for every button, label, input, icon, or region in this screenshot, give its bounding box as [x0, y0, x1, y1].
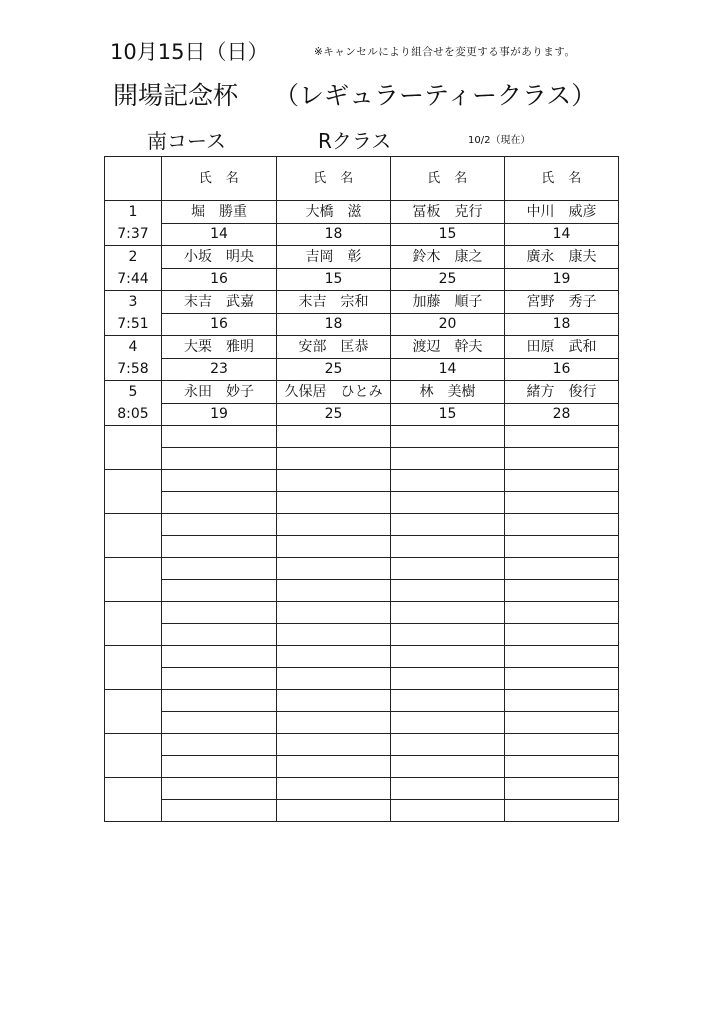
empty-group-row	[105, 712, 619, 734]
player-name: 田原 武和	[505, 336, 619, 359]
empty-cell	[505, 602, 619, 624]
player-name: 堀 勝重	[162, 201, 277, 224]
empty-group-row	[105, 470, 619, 492]
player-handicap: 16	[162, 313, 277, 336]
empty-cell	[391, 734, 505, 756]
empty-cell	[162, 580, 277, 602]
player-name: 加藤 順子	[391, 291, 505, 314]
empty-group-row	[105, 624, 619, 646]
empty-cell	[162, 602, 277, 624]
empty-group-row	[105, 800, 619, 822]
player-handicap: 18	[505, 313, 619, 336]
empty-cell	[277, 712, 391, 734]
header-blank-cell	[105, 157, 162, 201]
pairings-table	[104, 156, 619, 822]
empty-cell	[277, 690, 391, 712]
empty-cell	[162, 690, 277, 712]
name-column-header: 氏 名	[162, 157, 277, 201]
empty-cell	[505, 470, 619, 492]
empty-cell	[391, 558, 505, 580]
empty-cell	[277, 448, 391, 470]
empty-cell	[162, 712, 277, 734]
header-row	[105, 157, 619, 201]
empty-cell	[391, 602, 505, 624]
tee-time: 7:44	[117, 271, 149, 287]
empty-cell	[391, 690, 505, 712]
empty-cell	[277, 646, 391, 668]
player-handicap: 28	[505, 403, 619, 426]
empty-cell	[277, 514, 391, 536]
empty-cell	[505, 800, 619, 822]
group-handicap-row	[105, 313, 619, 336]
empty-cell	[277, 536, 391, 558]
empty-group-row	[105, 536, 619, 558]
empty-cell	[391, 536, 505, 558]
empty-cell	[505, 580, 619, 602]
empty-group-cell	[105, 558, 162, 602]
empty-cell	[391, 756, 505, 778]
empty-cell	[277, 426, 391, 448]
empty-group-row	[105, 778, 619, 800]
player-handicap: 19	[162, 403, 277, 426]
empty-cell	[391, 448, 505, 470]
event-title	[113, 76, 596, 112]
empty-cell	[162, 470, 277, 492]
player-name: 鈴木 康之	[391, 246, 505, 269]
empty-cell	[505, 690, 619, 712]
player-name: 末吉 武嘉	[162, 291, 277, 314]
player-handicap: 15	[391, 223, 505, 246]
empty-cell	[162, 448, 277, 470]
empty-cell	[391, 778, 505, 800]
empty-cell	[505, 646, 619, 668]
player-handicap: 15	[277, 268, 391, 291]
empty-group-row	[105, 602, 619, 624]
group-handicap-row	[105, 403, 619, 426]
empty-group-cell	[105, 470, 162, 514]
player-handicap: 18	[277, 313, 391, 336]
player-name: 緒方 俊行	[505, 381, 619, 404]
player-handicap: 19	[505, 268, 619, 291]
player-handicap: 14	[162, 223, 277, 246]
player-handicap: 25	[277, 403, 391, 426]
empty-cell	[391, 470, 505, 492]
player-name: 安部 匡恭	[277, 336, 391, 359]
empty-cell	[505, 558, 619, 580]
empty-group-row	[105, 580, 619, 602]
player-name: 末吉 宗和	[277, 291, 391, 314]
player-handicap: 23	[162, 358, 277, 381]
player-name: 小坂 明央	[162, 246, 277, 269]
as-of-date: 10/2（現在）	[468, 135, 531, 146]
group-number: 1	[128, 204, 138, 220]
group-handicap-row	[105, 358, 619, 381]
tee-time: 7:58	[117, 361, 149, 377]
name-column-header: 氏 名	[505, 157, 619, 201]
group-cell	[105, 381, 162, 426]
empty-cell	[505, 734, 619, 756]
empty-cell	[391, 426, 505, 448]
group-cell	[105, 246, 162, 291]
empty-group-row	[105, 426, 619, 448]
empty-group-cell	[105, 514, 162, 558]
empty-group-row	[105, 734, 619, 756]
player-name: 林 美樹	[391, 381, 505, 404]
empty-cell	[391, 580, 505, 602]
empty-cell	[505, 448, 619, 470]
player-name: 吉岡 彰	[277, 246, 391, 269]
empty-cell	[162, 734, 277, 756]
empty-group-row	[105, 646, 619, 668]
player-name: 大栗 雅明	[162, 336, 277, 359]
empty-group-row	[105, 558, 619, 580]
tee-time: 7:37	[117, 226, 149, 242]
cancellation-note: ※キャンセルにより組合せを変更する事があります。	[314, 46, 576, 58]
empty-cell	[505, 624, 619, 646]
empty-group-cell	[105, 734, 162, 778]
empty-cell	[162, 426, 277, 448]
player-name: 大橋 滋	[277, 201, 391, 224]
player-handicap: 14	[505, 223, 619, 246]
group-number: 5	[128, 384, 138, 400]
tee-time: 8:05	[117, 406, 149, 422]
empty-cell	[162, 646, 277, 668]
empty-cell	[391, 668, 505, 690]
empty-cell	[391, 712, 505, 734]
group-name-row	[105, 246, 619, 269]
empty-cell	[505, 778, 619, 800]
empty-group-cell	[105, 602, 162, 646]
group-name-row	[105, 201, 619, 224]
empty-cell	[277, 558, 391, 580]
player-name: 宮野 秀子	[505, 291, 619, 314]
empty-group-row	[105, 668, 619, 690]
player-handicap: 16	[162, 268, 277, 291]
empty-group-cell	[105, 426, 162, 470]
empty-cell	[505, 756, 619, 778]
empty-cell	[391, 800, 505, 822]
empty-cell	[162, 536, 277, 558]
player-handicap: 25	[391, 268, 505, 291]
empty-group-cell	[105, 690, 162, 734]
group-handicap-row	[105, 268, 619, 291]
name-column-header: 氏 名	[391, 157, 505, 201]
empty-cell	[277, 756, 391, 778]
group-number: 4	[128, 339, 138, 355]
empty-cell	[162, 624, 277, 646]
group-number: 2	[128, 249, 138, 265]
empty-group-row	[105, 448, 619, 470]
empty-cell	[391, 646, 505, 668]
group-number: 3	[128, 294, 138, 310]
empty-cell	[277, 778, 391, 800]
empty-cell	[277, 668, 391, 690]
empty-cell	[162, 558, 277, 580]
player-name: 廣永 康夫	[505, 246, 619, 269]
player-handicap: 15	[391, 403, 505, 426]
empty-cell	[162, 492, 277, 514]
player-name: 渡辺 幹夫	[391, 336, 505, 359]
empty-group-row	[105, 756, 619, 778]
group-name-row	[105, 381, 619, 404]
player-handicap: 16	[505, 358, 619, 381]
player-handicap: 18	[277, 223, 391, 246]
player-handicap: 25	[277, 358, 391, 381]
group-cell	[105, 201, 162, 246]
event-title-sub: （レギュラーティークラス）	[274, 81, 597, 110]
empty-cell	[277, 602, 391, 624]
empty-cell	[505, 514, 619, 536]
empty-group-row	[105, 690, 619, 712]
empty-cell	[505, 668, 619, 690]
course-name: 南コース	[147, 129, 226, 153]
group-handicap-row	[105, 223, 619, 246]
empty-cell	[162, 668, 277, 690]
empty-cell	[162, 514, 277, 536]
empty-group-row	[105, 514, 619, 536]
group-name-row	[105, 291, 619, 314]
empty-cell	[505, 492, 619, 514]
empty-group-cell	[105, 778, 162, 822]
empty-cell	[277, 492, 391, 514]
empty-cell	[162, 800, 277, 822]
event-title-main: 開場記念杯	[113, 81, 239, 110]
event-date: 10月15日（日）	[110, 40, 269, 64]
empty-cell	[505, 426, 619, 448]
empty-cell	[391, 624, 505, 646]
player-handicap: 20	[391, 313, 505, 336]
empty-cell	[162, 778, 277, 800]
empty-cell	[505, 536, 619, 558]
empty-cell	[277, 580, 391, 602]
empty-group-cell	[105, 646, 162, 690]
group-cell	[105, 291, 162, 336]
player-name: 冨板 克行	[391, 201, 505, 224]
class-name: Rクラス	[318, 129, 392, 153]
empty-cell	[505, 712, 619, 734]
empty-cell	[277, 734, 391, 756]
empty-cell	[391, 514, 505, 536]
player-name: 久保居 ひとみ	[277, 381, 391, 404]
name-column-header: 氏 名	[277, 157, 391, 201]
player-name: 永田 妙子	[162, 381, 277, 404]
empty-cell	[162, 756, 277, 778]
group-cell	[105, 336, 162, 381]
player-handicap: 14	[391, 358, 505, 381]
player-name: 中川 威彦	[505, 201, 619, 224]
empty-cell	[277, 800, 391, 822]
empty-cell	[277, 470, 391, 492]
empty-group-row	[105, 492, 619, 514]
empty-cell	[277, 624, 391, 646]
tee-time: 7:51	[117, 316, 149, 332]
empty-cell	[391, 492, 505, 514]
group-name-row	[105, 336, 619, 359]
